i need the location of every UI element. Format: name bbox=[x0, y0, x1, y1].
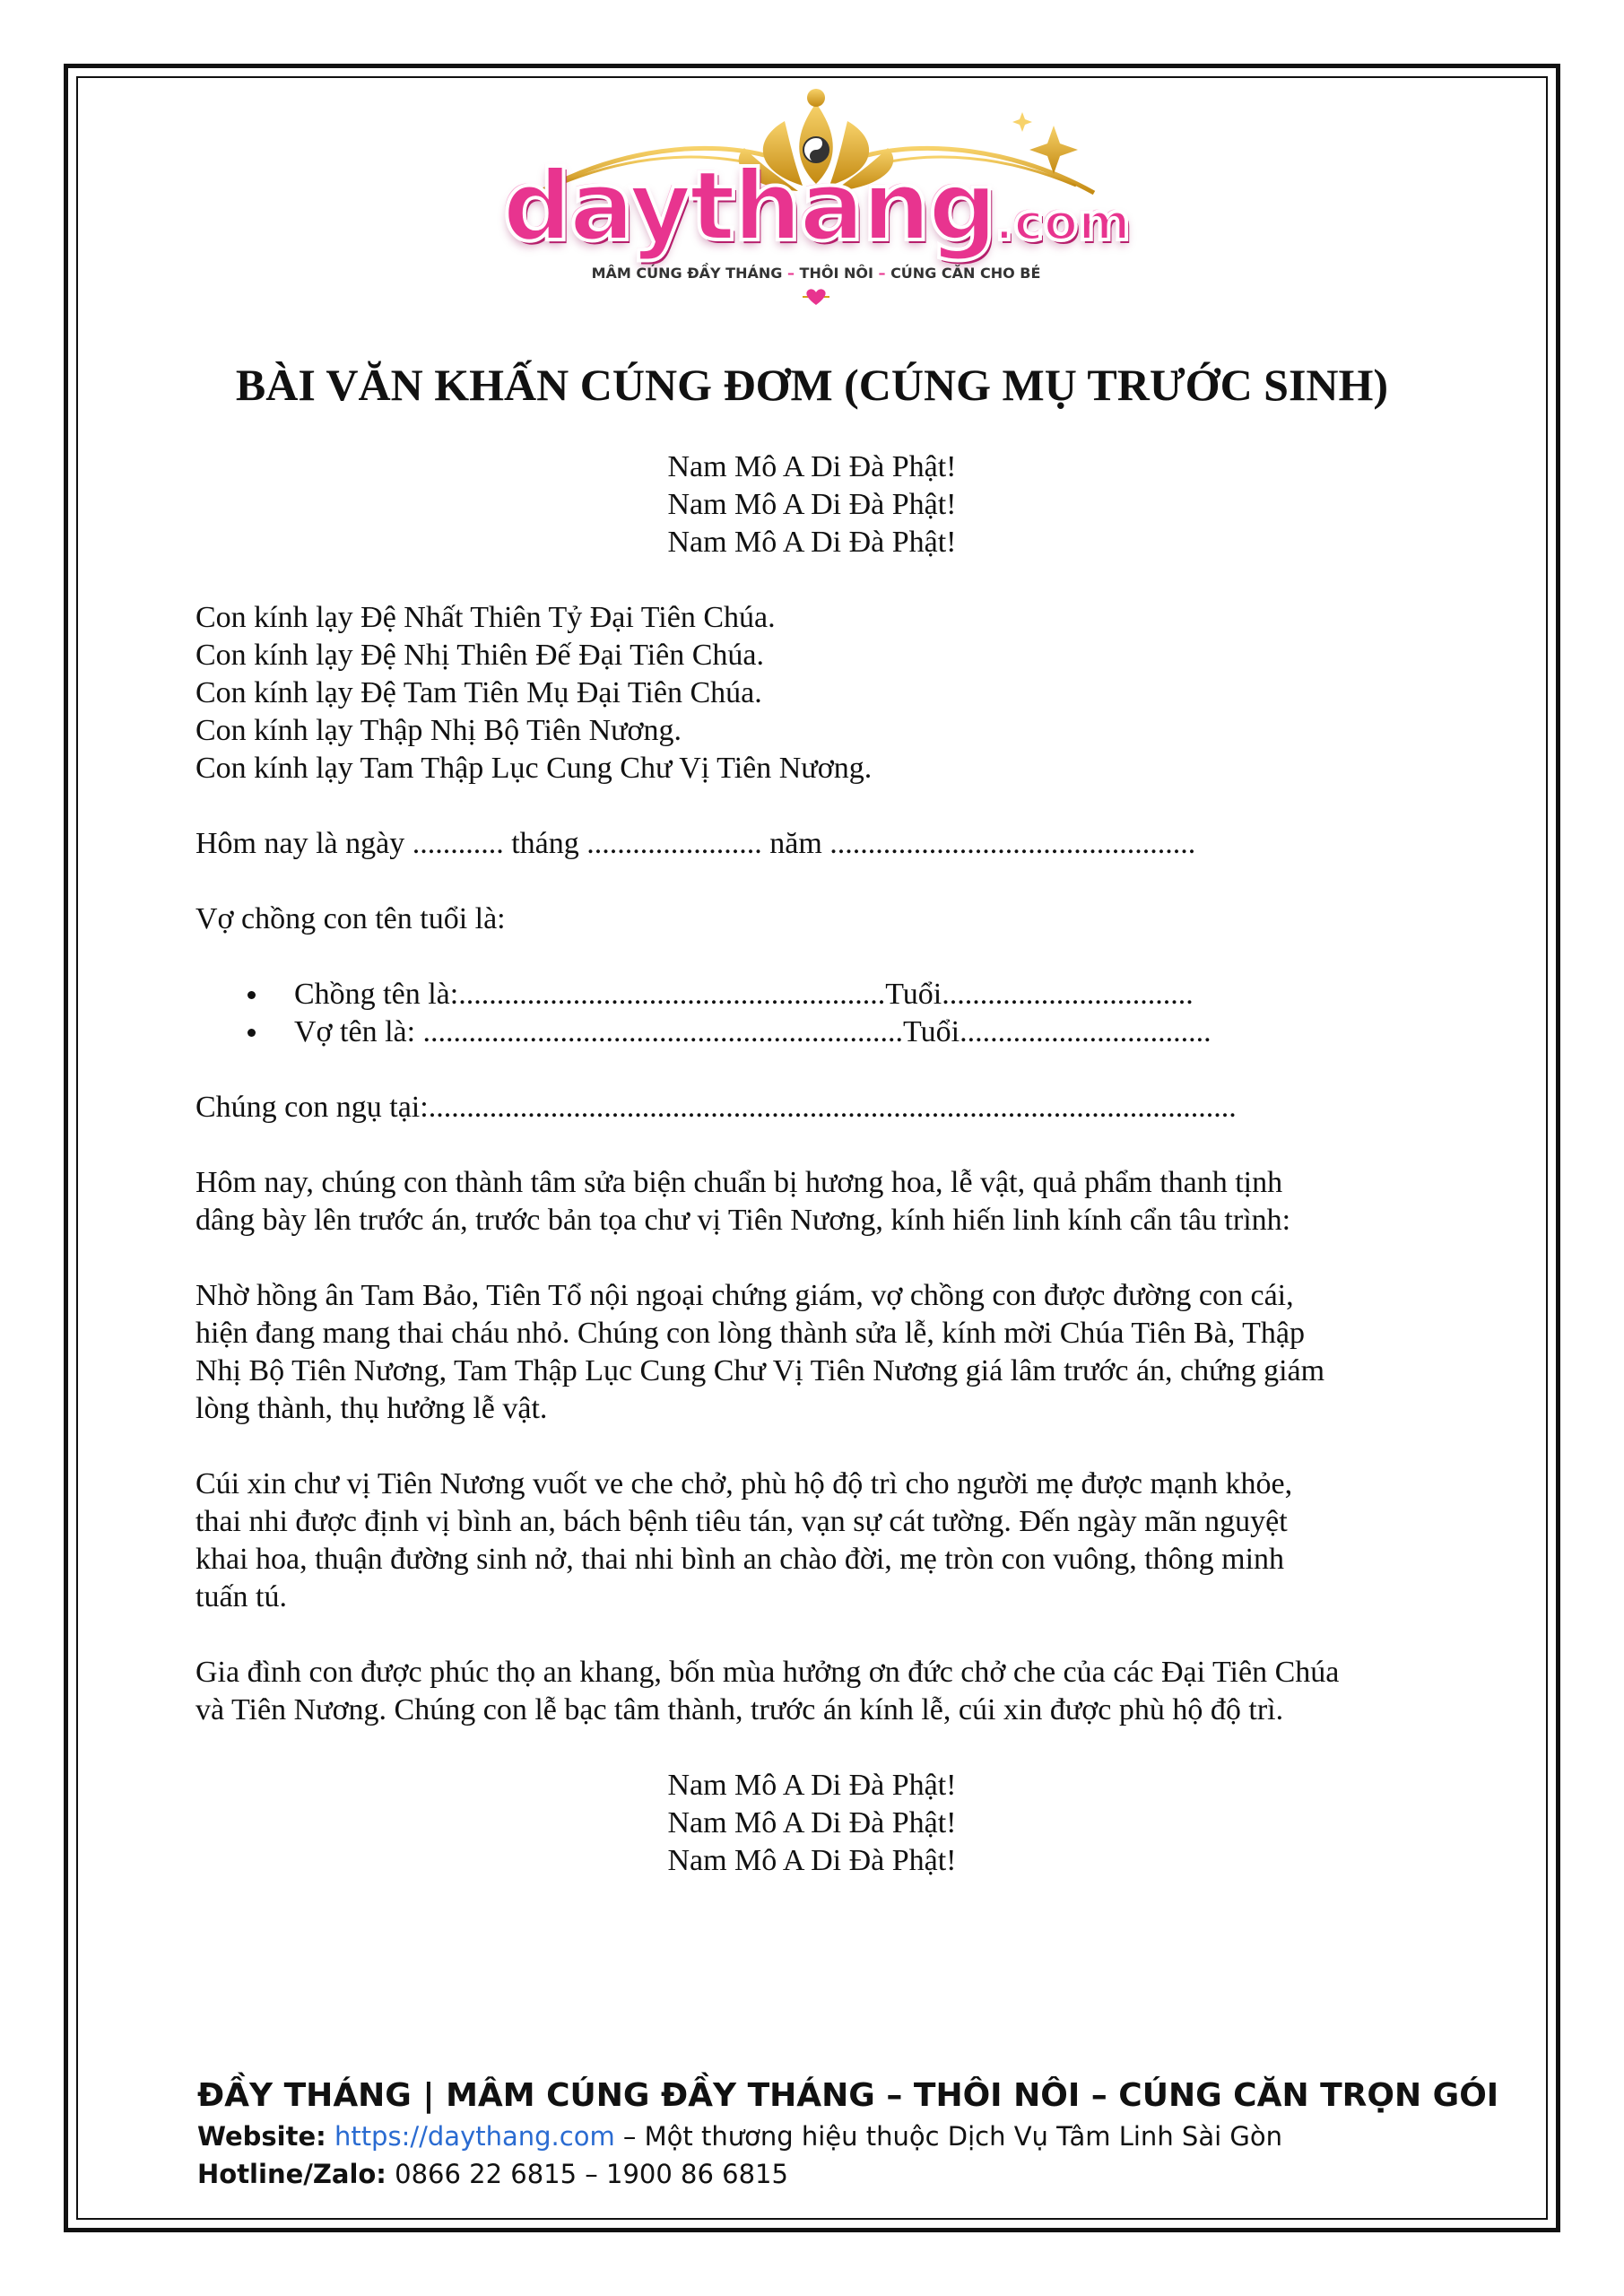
footer-headline: ĐẦY THÁNG | MÂM CÚNG ĐẦY THÁNG – THÔI NÔI – CÚNG CĂN TRỌN GÓI bbox=[197, 2077, 1499, 2114]
paragraph-line: Nhờ hồng ân Tam Bảo, Tiên Tổ nội ngoại chứng giám, vợ chồng con được đường con cái, bbox=[195, 1279, 1294, 1312]
paragraph-line: Nhị Bộ Tiên Nương, Tam Thập Lục Cung Chư Vị Tiên Nương giá lâm trước án, chứng giám bbox=[195, 1354, 1325, 1387]
website-description: – Một thương hiệu thuộc Dịch Vụ Tâm Linh Sài Gòn bbox=[614, 2121, 1282, 2152]
footer-hotline bbox=[197, 2155, 1498, 2193]
paragraph-blessing bbox=[195, 1465, 1451, 1616]
invocation-line: Con kính lạy Đệ Tam Tiên Mụ Đại Tiên Chúa. bbox=[195, 676, 762, 709]
paragraph-offering bbox=[195, 1164, 1451, 1239]
paragraph-line: tuấn tú. bbox=[195, 1580, 287, 1613]
chant-line: Nam Mô A Di Đà Phật! bbox=[667, 1769, 957, 1802]
invocation-line: Con kính lạy Thập Nhị Bộ Tiên Nương. bbox=[195, 714, 682, 747]
paragraph-line: hiện đang mang thai cháu nhỏ. Chúng con lòng thành sửa lễ, kính mời Chúa Tiên Bà, Thập bbox=[195, 1317, 1305, 1350]
paragraph-line: dâng bày lên trước án, trước bản tọa chư vị Tiên Nương, kính hiến linh kính cẩn tâu trình: bbox=[195, 1204, 1291, 1237]
paragraph-line: Cúi xin chư vị Tiên Nương vuốt ve che chở, phù hộ độ trì cho người mẹ được mạnh khỏe, bbox=[195, 1467, 1293, 1500]
logo-tagline: MÂM CÚNG ĐẦY THÁNG – THÔI NÔI – CÚNG CĂN CHO BÉ bbox=[591, 265, 1041, 282]
website-label: Website: bbox=[197, 2121, 326, 2152]
prayer-text bbox=[195, 448, 1451, 1880]
paragraph-line: thai nhi được định vị bình an, bách bệnh tiêu tán, vạn sự cát tường. Đến ngày mãn nguyệt bbox=[195, 1505, 1288, 1538]
chant-line: Nam Mô A Di Đà Phật! bbox=[667, 1844, 957, 1877]
brand-logo bbox=[484, 85, 1148, 309]
chant-line: Nam Mô A Di Đà Phật! bbox=[667, 450, 957, 483]
paragraph-invitation bbox=[195, 1277, 1451, 1428]
couple-list bbox=[195, 976, 1451, 1051]
document-title: BÀI VĂN KHẤN CÚNG ĐƠM (CÚNG MỤ TRƯỚC SINH) bbox=[235, 360, 1389, 410]
chant-line: Nam Mô A Di Đà Phật! bbox=[667, 526, 957, 559]
chant-line: Nam Mô A Di Đà Phật! bbox=[667, 1806, 957, 1839]
wife-line: Vợ tên là: ...............................................................Tuổi................................. bbox=[195, 1013, 1451, 1051]
paragraph-line: và Tiên Nương. Chúng con lễ bạc tâm thành, trước án kính lễ, cúi xin được phù hộ độ trì. bbox=[195, 1693, 1284, 1726]
hotline-label: Hotline/Zalo: bbox=[197, 2159, 386, 2189]
paragraph-family bbox=[195, 1654, 1451, 1729]
logo-wordmark: daythang.com bbox=[502, 151, 1131, 263]
couple-intro: Vợ chồng con tên tuổi là: bbox=[195, 902, 506, 935]
paragraph-line: khai hoa, thuận đường sinh nở, thai nhi bình an chào đời, mẹ tròn con vuông, thông minh bbox=[195, 1543, 1285, 1576]
date-line: Hôm nay là ngày ............ tháng ....................... năm ................................................ bbox=[195, 827, 1196, 860]
invocations bbox=[195, 599, 1451, 787]
residence-line: Chúng con ngụ tại:.......................................................................................................... bbox=[195, 1091, 1237, 1124]
invocation-line: Con kính lạy Đệ Nhất Thiên Tỷ Đại Tiên Chúa. bbox=[195, 601, 776, 634]
heart-icon bbox=[803, 287, 829, 307]
husband-line: Chồng tên là:........................................................Tuổi................................. bbox=[195, 976, 1451, 1013]
paragraph-line: Hôm nay, chúng con thành tâm sửa biện chuẩn bị hương hoa, lễ vật, quả phẩm thanh tịnh bbox=[195, 1166, 1283, 1199]
paragraph-line: lòng thành, thụ hưởng lễ vật. bbox=[195, 1392, 548, 1425]
invocation-line: Con kính lạy Tam Thập Lục Cung Chư Vị Tiên Nương. bbox=[195, 752, 873, 785]
footer bbox=[197, 2074, 1498, 2193]
opening-chant bbox=[195, 448, 1429, 561]
closing-chant bbox=[195, 1767, 1429, 1880]
chant-line: Nam Mô A Di Đà Phật! bbox=[667, 488, 957, 521]
hotline-value: 0866 22 6815 – 1900 86 6815 bbox=[386, 2159, 788, 2189]
paragraph-line: Gia đình con được phúc thọ an khang, bốn mùa hưởng ơn đức chở che của các Đại Tiên Chúa bbox=[195, 1656, 1340, 1689]
footer-website bbox=[197, 2118, 1498, 2155]
website-link[interactable]: https://daythang.com bbox=[334, 2121, 615, 2152]
invocation-line: Con kính lạy Đệ Nhị Thiên Đế Đại Tiên Chúa. bbox=[195, 639, 764, 672]
